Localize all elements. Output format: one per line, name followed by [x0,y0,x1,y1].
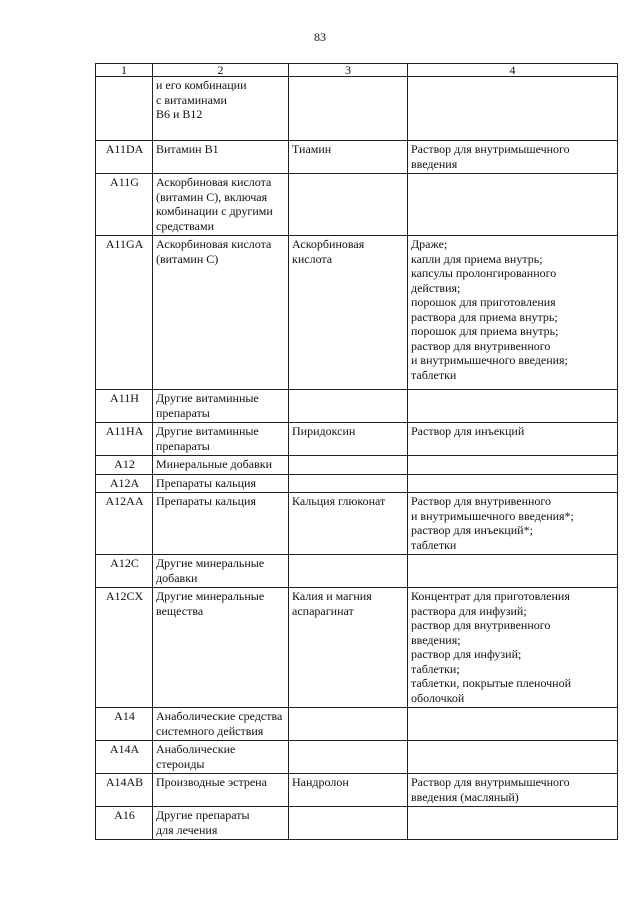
substance-cell: Тиамин [289,141,408,174]
dosage-form-cell: Раствор для инъекций [408,423,618,456]
dosage-form-cell [408,174,618,236]
anatomical-group-cell: и его комбинации с витаминами В6 и В12 [153,77,289,141]
anatomical-group-cell: Аскорбиновая кислота (витамин С), включая комбинации с другими средствами [153,174,289,236]
column-number-row [96,64,618,77]
anatomical-group-cell: Анаболические средства системного действия [153,708,289,741]
substance-cell [289,77,408,141]
dosage-form-cell [408,77,618,141]
anatomical-group-cell: Производные эстрена [153,774,289,807]
dosage-form-cell [408,456,618,475]
column-number-cell: 1 [96,64,153,77]
table-row [96,174,618,236]
table-row [96,807,618,840]
dosage-form-cell: Концентрат для приготовления раствора для инфузий; раствор для внутривенного введения; раствор для инфузий; таблетки; таблетки, покрытые пленочной оболочкой [408,588,618,708]
anatomical-group-cell: Другие витаминные препараты [153,423,289,456]
substance-cell [289,390,408,423]
column-number-cell: 3 [289,64,408,77]
anatomical-group-cell: Другие витаминные препараты [153,390,289,423]
substance-cell [289,555,408,588]
table-row [96,741,618,774]
dosage-form-cell [408,474,618,493]
anatomical-group-cell: Препараты кальция [153,474,289,493]
atc-code-cell: A14AB [96,774,153,807]
atc-code-cell: A11G [96,174,153,236]
substance-cell: Пиридоксин [289,423,408,456]
table-row [96,474,618,493]
dosage-form-cell [408,807,618,840]
atc-code-cell: A12AA [96,493,153,555]
anatomical-group-cell: Другие минеральные вещества [153,588,289,708]
table-row [96,236,618,390]
atc-code-cell: A12C [96,555,153,588]
page-number: 83 [314,30,326,44]
anatomical-group-cell: Минеральные добавки [153,456,289,475]
table-row [96,708,618,741]
atc-code-cell: A14 [96,708,153,741]
atc-code-cell: A12CX [96,588,153,708]
atc-code-cell: A12A [96,474,153,493]
substance-cell: Нандролон [289,774,408,807]
substance-cell [289,174,408,236]
drug-table-body [96,64,618,840]
table-row [96,77,618,141]
atc-code-cell: A11HA [96,423,153,456]
atc-code-cell: A11DA [96,141,153,174]
substance-cell [289,456,408,475]
atc-code-cell: A11H [96,390,153,423]
anatomical-group-cell: Аскорбиновая кислота (витамин С) [153,236,289,390]
dosage-form-cell: Раствор для внутримышечного введения [408,141,618,174]
substance-cell [289,474,408,493]
table-row [96,390,618,423]
table-row [96,493,618,555]
dosage-form-cell [408,708,618,741]
dosage-form-cell: Раствор для внутривенного и внутримышечного введения*; раствор для инъекций*; таблетки [408,493,618,555]
anatomical-group-cell: Препараты кальция [153,493,289,555]
column-number-cell: 4 [408,64,618,77]
atc-code-cell: A14A [96,741,153,774]
atc-code-cell: A12 [96,456,153,475]
dosage-form-cell: Раствор для внутримышечного введения (масляный) [408,774,618,807]
dosage-form-cell [408,555,618,588]
table-row [96,588,618,708]
substance-cell: Кальция глюконат [289,493,408,555]
atc-code-cell: A11GA [96,236,153,390]
drug-table [95,63,618,840]
anatomical-group-cell: Другие препараты для лечения [153,807,289,840]
substance-cell [289,708,408,741]
table-row [96,555,618,588]
dosage-form-cell: Драже; капли для приема внутрь; капсулы пролонгированного действия; порошок для приготовления раствора для приема внутрь; порошок для приема внутрь; раствор для внутривенного и внутримышечного введения; таблетки [408,236,618,390]
anatomical-group-cell: Витамин В1 [153,141,289,174]
column-number-cell: 2 [153,64,289,77]
substance-cell [289,807,408,840]
anatomical-group-cell: Другие минеральные добавки [153,555,289,588]
substance-cell: Калия и магния аспарагинат [289,588,408,708]
substance-cell: Аскорбиновая кислота [289,236,408,390]
anatomical-group-cell: Анаболические стероиды [153,741,289,774]
substance-cell [289,741,408,774]
atc-code-cell: A16 [96,807,153,840]
table-row [96,423,618,456]
table-row [96,774,618,807]
dosage-form-cell [408,741,618,774]
dosage-form-cell [408,390,618,423]
atc-code-cell [96,77,153,141]
table-row [96,141,618,174]
table-row [96,456,618,475]
